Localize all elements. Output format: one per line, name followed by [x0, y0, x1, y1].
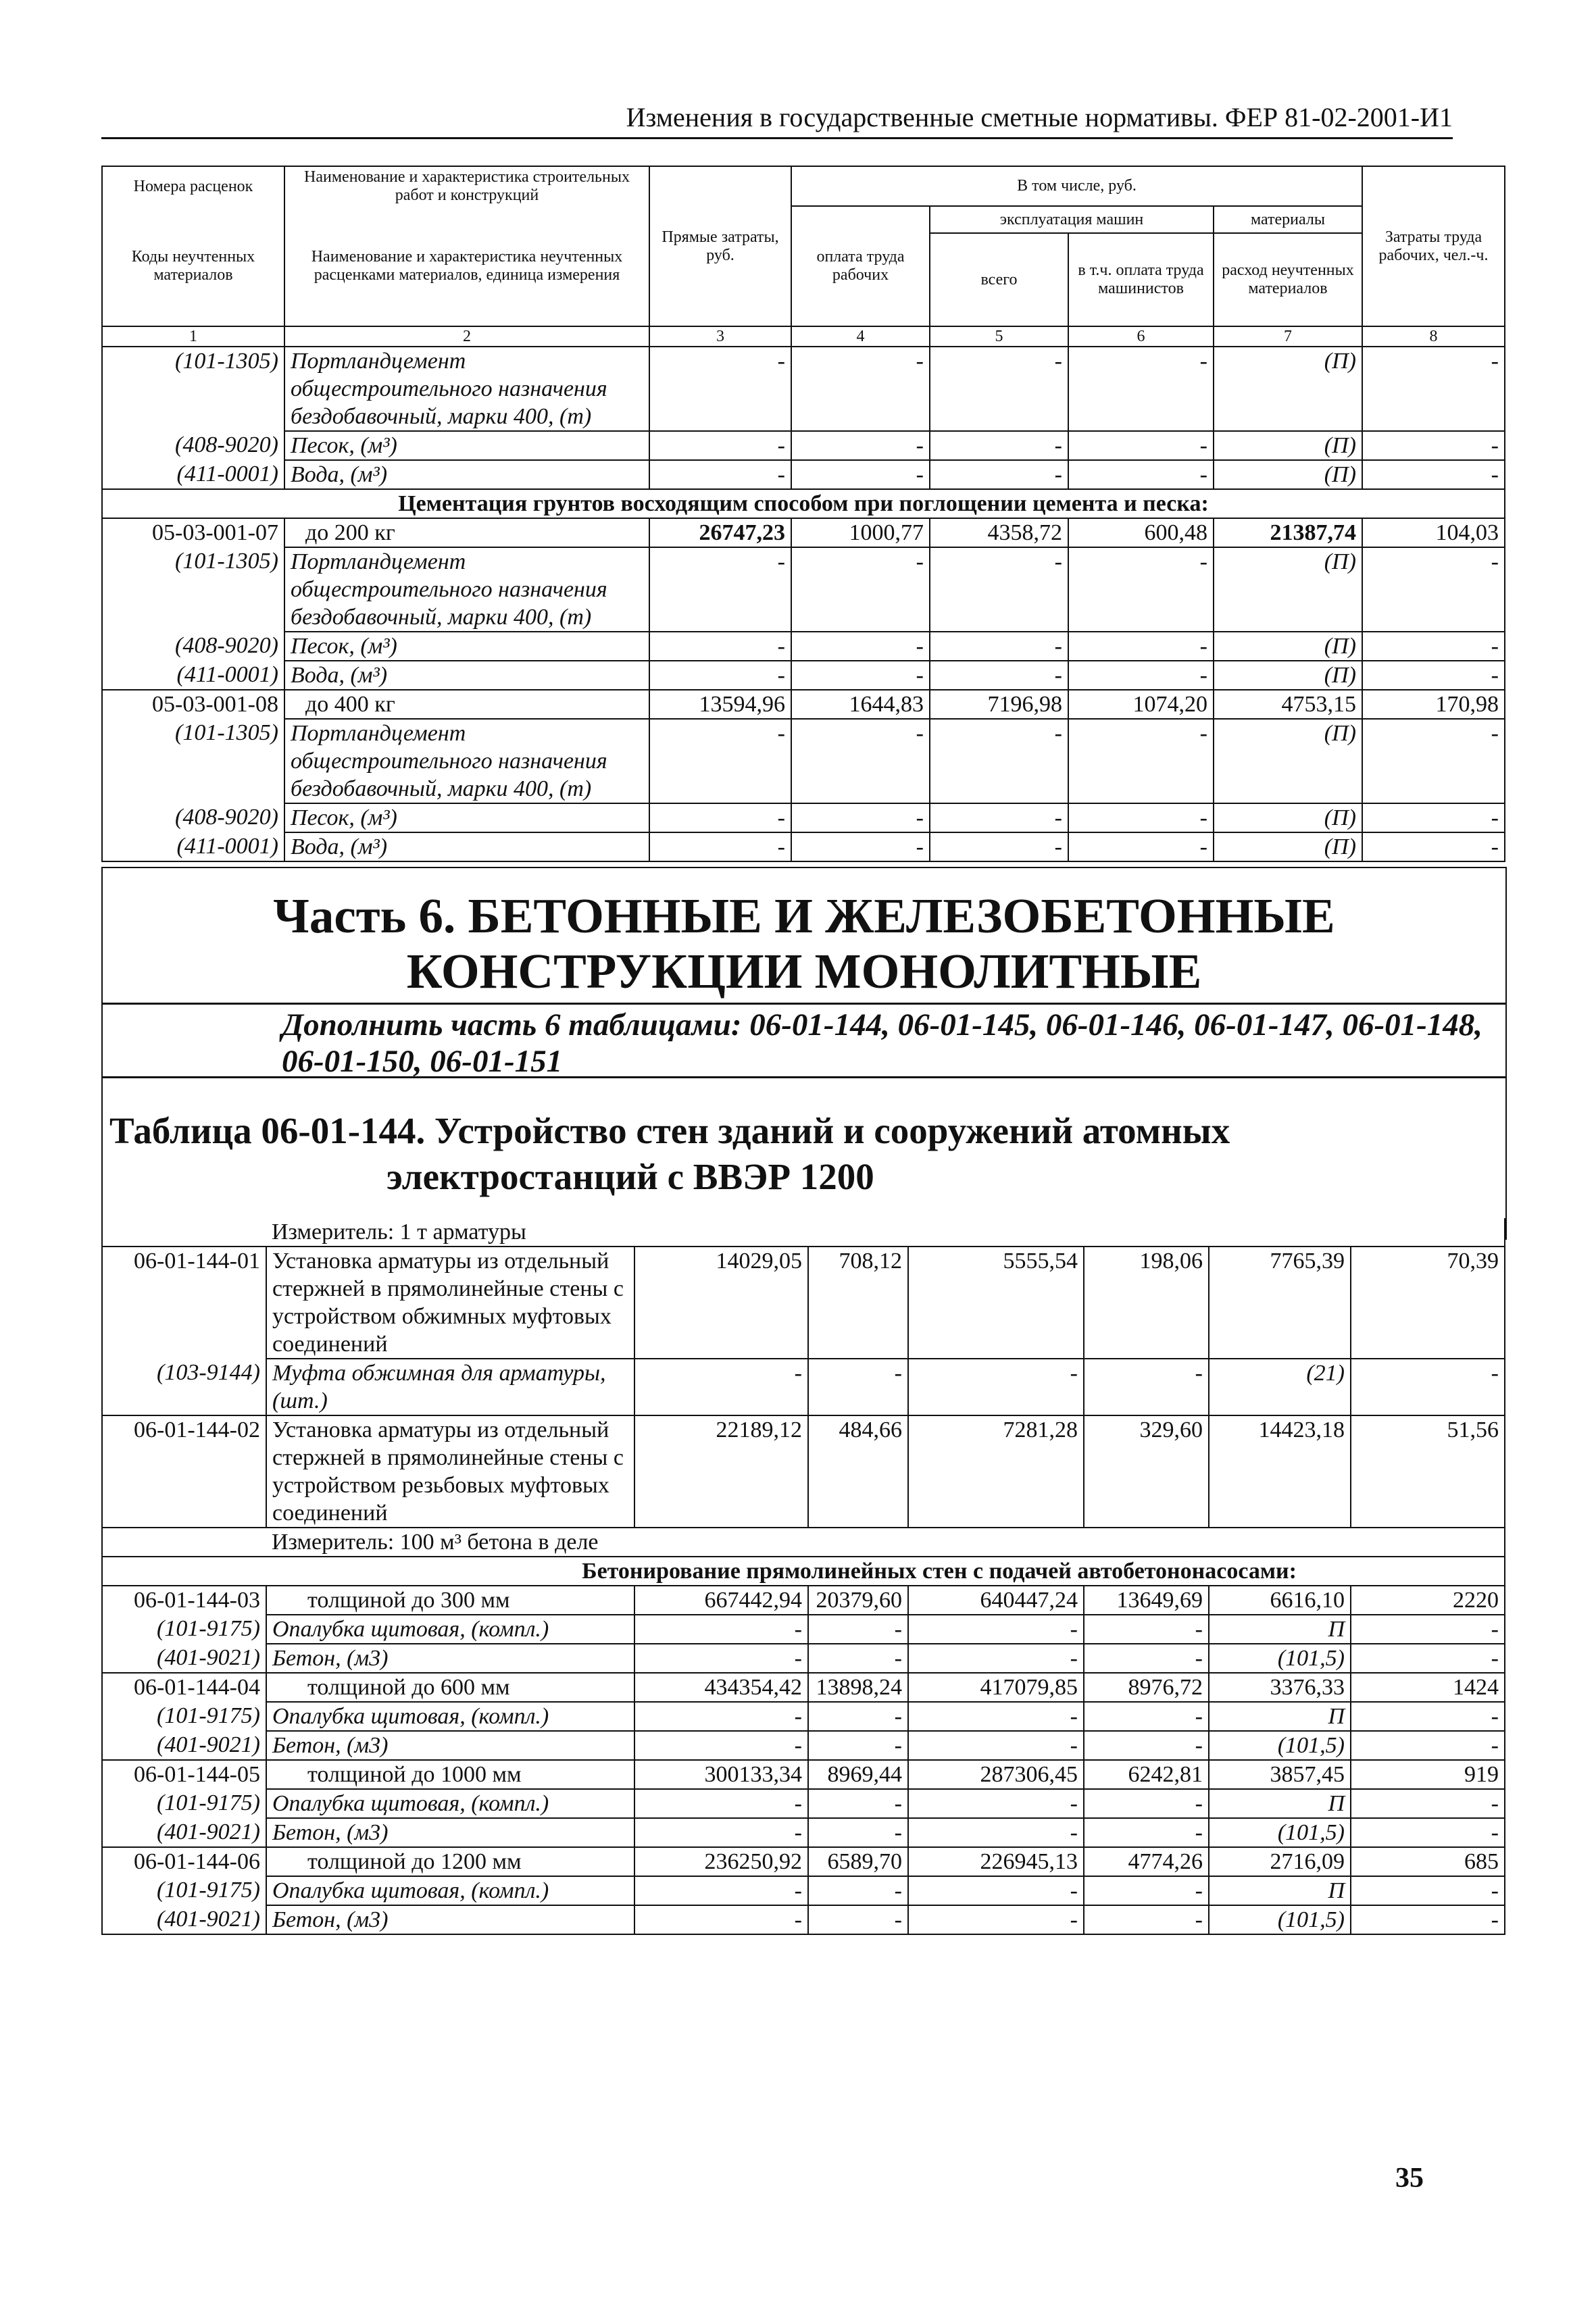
cell-value: - — [808, 1876, 908, 1905]
cell-value: - — [1084, 1905, 1209, 1934]
table-144-title-line2: электростанций с ВВЭР 1200 — [386, 1156, 874, 1197]
table-row — [102, 547, 1505, 632]
hdr-materials-usage: расход неучтенных материалов — [1214, 233, 1362, 326]
material-name: Опалубка щитовая, (компл.) — [266, 1702, 634, 1731]
table-row — [102, 1673, 1505, 1702]
cell-value: - — [1068, 347, 1214, 431]
rate-code: 06-01-144-02 — [102, 1415, 266, 1528]
material-name: Муфта обжимная для арматуры, (шт.) — [266, 1359, 634, 1415]
cell-value: (П) — [1214, 719, 1362, 803]
cell-value: - — [1084, 1615, 1209, 1644]
cell-value: - — [1362, 719, 1505, 803]
cell-value: 2220 — [1351, 1586, 1505, 1615]
cell-value: - — [634, 1905, 808, 1934]
cell-value: 21387,74 — [1214, 518, 1362, 547]
table-row — [102, 832, 1505, 861]
cell-value: - — [791, 547, 930, 632]
table-row — [102, 518, 1505, 547]
cell-value: 417079,85 — [908, 1673, 1084, 1702]
hdr-including: В том числе, руб. — [791, 166, 1362, 206]
cell-value: - — [808, 1644, 908, 1673]
rate-name: толщиной до 1000 мм — [266, 1760, 634, 1789]
cell-value: - — [1068, 661, 1214, 690]
cell-value: 3376,33 — [1209, 1673, 1351, 1702]
rate-name: до 400 кг — [284, 690, 649, 719]
material-name: Вода, (м³) — [284, 661, 649, 690]
cell-value: - — [1351, 1359, 1505, 1415]
material-code: (401-9021) — [102, 1644, 266, 1673]
cell-value: (П) — [1214, 460, 1362, 489]
cell-value: - — [1068, 547, 1214, 632]
rate-code: 06-01-144-03 — [102, 1586, 266, 1615]
table-row — [102, 1905, 1505, 1934]
cell-value: - — [1068, 719, 1214, 803]
material-code: (401-9021) — [102, 1818, 266, 1847]
material-code: (101-9175) — [102, 1702, 266, 1731]
cell-value: П — [1209, 1876, 1351, 1905]
cell-value: 287306,45 — [908, 1760, 1084, 1789]
cell-value: - — [808, 1615, 908, 1644]
cell-value: (П) — [1214, 832, 1362, 861]
cell-value: (П) — [1214, 803, 1362, 832]
cell-value: 4753,15 — [1214, 690, 1362, 719]
cell-value: 51,56 — [1351, 1415, 1505, 1528]
rate-name: Установка арматуры из отдельный стержней в прямолинейные стены с устройством обжимных муфтовых соединений — [266, 1247, 634, 1359]
cell-value: - — [649, 431, 791, 460]
cell-value: - — [1068, 803, 1214, 832]
cell-value: 708,12 — [808, 1247, 908, 1359]
cell-value: - — [791, 347, 930, 431]
cell-value: - — [930, 632, 1068, 661]
cell-value: 8969,44 — [808, 1760, 908, 1789]
material-code: (411-0001) — [102, 832, 284, 861]
cell-value: - — [634, 1731, 808, 1760]
col-num: 4 — [791, 326, 930, 347]
cell-value: П — [1209, 1789, 1351, 1818]
hdr-machines-total: всего — [930, 233, 1068, 326]
cell-value: - — [1351, 1876, 1505, 1905]
material-name: Портландцемент общестроительного назначения бездобавочный, марки 400, (т) — [284, 719, 649, 803]
table-row — [102, 1247, 1505, 1359]
cell-value: - — [908, 1731, 1084, 1760]
cell-value: - — [1362, 803, 1505, 832]
cell-value: - — [1351, 1644, 1505, 1673]
cell-value: - — [1362, 661, 1505, 690]
rate-name: до 200 кг — [284, 518, 649, 547]
cell-value: 14423,18 — [1209, 1415, 1351, 1528]
cell-value: - — [1084, 1644, 1209, 1673]
table-row — [102, 431, 1505, 460]
cell-value: - — [930, 347, 1068, 431]
cell-value: - — [808, 1818, 908, 1847]
cell-value: - — [808, 1702, 908, 1731]
cell-value: - — [1068, 460, 1214, 489]
cell-value: - — [634, 1615, 808, 1644]
cell-value: П — [1209, 1615, 1351, 1644]
cell-value: П — [1209, 1702, 1351, 1731]
cell-value: - — [930, 832, 1068, 861]
cell-value: - — [1351, 1615, 1505, 1644]
cell-value: 484,66 — [808, 1415, 908, 1528]
material-name: Песок, (м³) — [284, 632, 649, 661]
table-row — [102, 632, 1505, 661]
part-6-title: Часть 6. БЕТОННЫЕ И ЖЕЛЕЗОБЕТОННЫЕ КОНСТРУКЦИИ МОНОЛИТНЫЕ — [273, 888, 1335, 999]
hdr-labor-costs: Затраты труда рабочих, чел.-ч. — [1362, 166, 1505, 326]
material-name: Портландцемент общестроительного назначения бездобавочный, марки 400, (т) — [284, 547, 649, 632]
cell-value: - — [908, 1905, 1084, 1934]
cell-value: 434354,42 — [634, 1673, 808, 1702]
cell-value: - — [791, 832, 930, 861]
table-row — [102, 1760, 1505, 1789]
rate-code: 06-01-144-04 — [102, 1673, 266, 1702]
material-code: (408-9020) — [102, 803, 284, 832]
cell-value: 1424 — [1351, 1673, 1505, 1702]
cell-value: - — [1084, 1818, 1209, 1847]
table-row — [102, 803, 1505, 832]
cell-value: 26747,23 — [649, 518, 791, 547]
hdr-material-codes: Коды неучтенных материалов — [102, 206, 284, 326]
rate-code: 06-01-144-05 — [102, 1760, 266, 1789]
cell-value: 13594,96 — [649, 690, 791, 719]
col-num: 5 — [930, 326, 1068, 347]
cell-value: - — [908, 1789, 1084, 1818]
page-number: 35 — [1395, 2163, 1424, 2194]
material-name: Вода, (м³) — [284, 460, 649, 489]
cell-value: - — [930, 661, 1068, 690]
cell-value: - — [791, 460, 930, 489]
cell-value: 640447,24 — [908, 1586, 1084, 1615]
table-row — [102, 1615, 1505, 1644]
cell-value: - — [634, 1789, 808, 1818]
measure-unit: Измеритель: 1 т арматуры — [266, 1218, 1505, 1247]
hdr-direct-costs: Прямые затраты, руб. — [649, 166, 791, 326]
cell-value: 6242,81 — [1084, 1760, 1209, 1789]
cell-value: 1074,20 — [1068, 690, 1214, 719]
cell-value: 919 — [1351, 1760, 1505, 1789]
material-code: (408-9020) — [102, 632, 284, 661]
table-row — [102, 460, 1505, 489]
material-name: Бетон, (м3) — [266, 1644, 634, 1673]
table-row — [102, 719, 1505, 803]
cell-value: - — [791, 719, 930, 803]
cell-value: - — [649, 661, 791, 690]
section-title: Цементация грунтов восходящим способом при поглощении цемента и песка: — [102, 489, 1505, 518]
cell-value: 6589,70 — [808, 1847, 908, 1876]
cell-value: - — [930, 431, 1068, 460]
material-code: (408-9020) — [102, 431, 284, 460]
material-code: (411-0001) — [102, 460, 284, 489]
cell-value: - — [1084, 1359, 1209, 1415]
rate-name: толщиной до 600 мм — [266, 1673, 634, 1702]
hdr-material-names: Наименование и характеристика неучтенных расценками материалов, единица измерения — [284, 206, 649, 326]
table-row — [102, 1876, 1505, 1905]
material-name: Портландцемент общестроительного назначения бездобавочный, марки 400, (т) — [284, 347, 649, 431]
rates-table-144 — [101, 1218, 1505, 1935]
cell-value: (П) — [1214, 632, 1362, 661]
table-row — [102, 1702, 1505, 1731]
table-144-title — [109, 1108, 1505, 1200]
material-code: (411-0001) — [102, 661, 284, 690]
cell-value: (П) — [1214, 547, 1362, 632]
table-row — [102, 1847, 1505, 1876]
cell-value: - — [1068, 431, 1214, 460]
table-row — [102, 661, 1505, 690]
table-144-heading-box — [101, 1076, 1507, 1240]
cell-value: - — [1362, 547, 1505, 632]
col-num: 1 — [102, 326, 284, 347]
cell-value: - — [908, 1359, 1084, 1415]
table-row — [102, 1644, 1505, 1673]
material-code: (101-9175) — [102, 1615, 266, 1644]
cell-value: - — [1362, 460, 1505, 489]
material-code: (101-9175) — [102, 1789, 266, 1818]
cell-value: (П) — [1214, 661, 1362, 690]
cell-value: 5555,54 — [908, 1247, 1084, 1359]
cell-value: 4774,26 — [1084, 1847, 1209, 1876]
cell-value: - — [908, 1876, 1084, 1905]
cell-value: - — [649, 803, 791, 832]
material-code: (401-9021) — [102, 1731, 266, 1760]
cell-value: - — [649, 832, 791, 861]
material-name: Опалубка щитовая, (компл.) — [266, 1876, 634, 1905]
material-code: (401-9021) — [102, 1905, 266, 1934]
material-name: Бетон, (м3) — [266, 1905, 634, 1934]
section-title: Бетонирование прямолинейных стен с подачей автобетононасосами: — [102, 1557, 1505, 1586]
hdr-machinist-pay: в т.ч. оплата труда машинистов — [1068, 233, 1214, 326]
cell-value: - — [1351, 1818, 1505, 1847]
hdr-materials: материалы — [1214, 206, 1362, 233]
cell-value: - — [908, 1615, 1084, 1644]
table-row — [102, 1586, 1505, 1615]
material-name: Опалубка щитовая, (компл.) — [266, 1615, 634, 1644]
col-num: 3 — [649, 326, 791, 347]
hdr-worker-pay: оплата труда рабочих — [791, 206, 930, 326]
cell-value: 667442,94 — [634, 1586, 808, 1615]
cell-value: - — [634, 1818, 808, 1847]
rate-name: толщиной до 1200 мм — [266, 1847, 634, 1876]
cell-value: - — [791, 803, 930, 832]
cell-value: 300133,34 — [634, 1760, 808, 1789]
cell-value: 198,06 — [1084, 1247, 1209, 1359]
col-num: 7 — [1214, 326, 1362, 347]
hdr-rate-numbers: Номера расценок — [102, 166, 284, 206]
cell-value: - — [634, 1876, 808, 1905]
cell-value: - — [649, 632, 791, 661]
table-row — [102, 690, 1505, 719]
table-row — [102, 347, 1505, 431]
cell-value: - — [930, 547, 1068, 632]
cell-value: 70,39 — [1351, 1247, 1505, 1359]
cell-value: (101,5) — [1209, 1818, 1351, 1847]
cell-value: - — [1351, 1905, 1505, 1934]
cell-value: - — [1362, 347, 1505, 431]
material-code: (101-1305) — [102, 547, 284, 632]
cell-value: 22189,12 — [634, 1415, 808, 1528]
cell-value: 13649,69 — [1084, 1586, 1209, 1615]
cell-value: 8976,72 — [1084, 1673, 1209, 1702]
cell-value: - — [649, 547, 791, 632]
cell-value: 6616,10 — [1209, 1586, 1351, 1615]
page-header: Изменения в государственные сметные нормативы. ФЕР 81-02-2001-И1 — [101, 101, 1453, 139]
cell-value: - — [808, 1905, 908, 1934]
cell-value: - — [808, 1789, 908, 1818]
table-144-title-line1: Таблица 06-01-144. Устройство стен зданий и сооружений атомных — [109, 1110, 1230, 1151]
hdr-machines: эксплуатация машин — [930, 206, 1214, 233]
material-name: Опалубка щитовая, (компл.) — [266, 1789, 634, 1818]
cell-value: 685 — [1351, 1847, 1505, 1876]
table-row — [102, 1359, 1505, 1415]
col-num: 2 — [284, 326, 649, 347]
rate-code: 06-01-144-01 — [102, 1247, 266, 1359]
addition-note-box — [101, 1003, 1507, 1078]
cell-value: 329,60 — [1084, 1415, 1209, 1528]
cell-value: 226945,13 — [908, 1847, 1084, 1876]
cell-value: - — [1084, 1731, 1209, 1760]
cell-value: - — [649, 719, 791, 803]
rate-name: Установка арматуры из отдельный стержней в прямолинейные стены с устройством резьбовых муфтовых соединений — [266, 1415, 634, 1528]
cell-value: - — [1068, 832, 1214, 861]
cell-value: 1000,77 — [791, 518, 930, 547]
cell-value: - — [649, 460, 791, 489]
cell-value: - — [634, 1644, 808, 1673]
cell-value: 13898,24 — [808, 1673, 908, 1702]
cell-value: - — [634, 1359, 808, 1415]
material-name: Бетон, (м3) — [266, 1818, 634, 1847]
cell-value: - — [791, 431, 930, 460]
cell-value: - — [908, 1702, 1084, 1731]
cell-value: - — [634, 1702, 808, 1731]
cell-value: (21) — [1209, 1359, 1351, 1415]
cell-value: - — [1362, 632, 1505, 661]
cell-value: 7196,98 — [930, 690, 1068, 719]
cell-value: (101,5) — [1209, 1905, 1351, 1934]
cell-value: 20379,60 — [808, 1586, 908, 1615]
cell-value: 2716,09 — [1209, 1847, 1351, 1876]
col-num: 6 — [1068, 326, 1214, 347]
material-code: (101-1305) — [102, 347, 284, 431]
addition-note: Дополнить часть 6 таблицами: 06-01-144, 06-01-145, 06-01-146, 06-01-147, 06-01-148, 06-01-150, 06-01-151 — [282, 1007, 1483, 1079]
cell-value: - — [930, 719, 1068, 803]
cell-value: - — [908, 1644, 1084, 1673]
cell-value: - — [930, 803, 1068, 832]
cell-value: - — [930, 460, 1068, 489]
cell-value: (101,5) — [1209, 1644, 1351, 1673]
cell-value: - — [791, 661, 930, 690]
cell-value: - — [1351, 1702, 1505, 1731]
cell-value: 600,48 — [1068, 518, 1214, 547]
cell-value: 1644,83 — [791, 690, 930, 719]
cell-value: 7281,28 — [908, 1415, 1084, 1528]
material-name: Песок, (м³) — [284, 803, 649, 832]
cell-value: - — [791, 632, 930, 661]
rate-code: 05-03-001-08 — [102, 690, 284, 719]
table-row — [102, 1818, 1505, 1847]
cell-value: - — [1068, 632, 1214, 661]
table-row — [102, 1415, 1505, 1528]
cell-value: - — [1084, 1789, 1209, 1818]
cell-value: 170,98 — [1362, 690, 1505, 719]
cell-value: 3857,45 — [1209, 1760, 1351, 1789]
table-row — [102, 1789, 1505, 1818]
material-code: (103-9144) — [102, 1359, 266, 1415]
rate-name: толщиной до 300 мм — [266, 1586, 634, 1615]
material-code: (101-1305) — [102, 719, 284, 803]
cell-value: - — [1084, 1876, 1209, 1905]
cell-value: - — [908, 1818, 1084, 1847]
cell-value: - — [649, 347, 791, 431]
cell-value: - — [808, 1359, 908, 1415]
cell-value: 7765,39 — [1209, 1247, 1351, 1359]
rate-code: 06-01-144-06 — [102, 1847, 266, 1876]
measure-unit: Измеритель: 100 м³ бетона в деле — [266, 1528, 1505, 1557]
cell-value: 4358,72 — [930, 518, 1068, 547]
material-name: Песок, (м³) — [284, 431, 649, 460]
rates-table-top — [101, 166, 1505, 862]
cell-value: - — [1084, 1702, 1209, 1731]
cell-value: - — [1351, 1731, 1505, 1760]
material-name: Вода, (м³) — [284, 832, 649, 861]
cell-value: (П) — [1214, 431, 1362, 460]
cell-value: - — [808, 1731, 908, 1760]
cell-value: (П) — [1214, 347, 1362, 431]
table-row — [102, 1731, 1505, 1760]
hdr-work-name: Наименование и характеристика строительных работ и конструкций — [284, 166, 649, 206]
cell-value: - — [1362, 431, 1505, 460]
col-num: 8 — [1362, 326, 1505, 347]
cell-value: 14029,05 — [634, 1247, 808, 1359]
material-code: (101-9175) — [102, 1876, 266, 1905]
cell-value: 104,03 — [1362, 518, 1505, 547]
cell-value: (101,5) — [1209, 1731, 1351, 1760]
cell-value: 236250,92 — [634, 1847, 808, 1876]
cell-value: - — [1351, 1789, 1505, 1818]
rate-code: 05-03-001-07 — [102, 518, 284, 547]
part-6-heading-box — [101, 867, 1507, 1005]
cell-value: - — [1362, 832, 1505, 861]
material-name: Бетон, (м3) — [266, 1731, 634, 1760]
